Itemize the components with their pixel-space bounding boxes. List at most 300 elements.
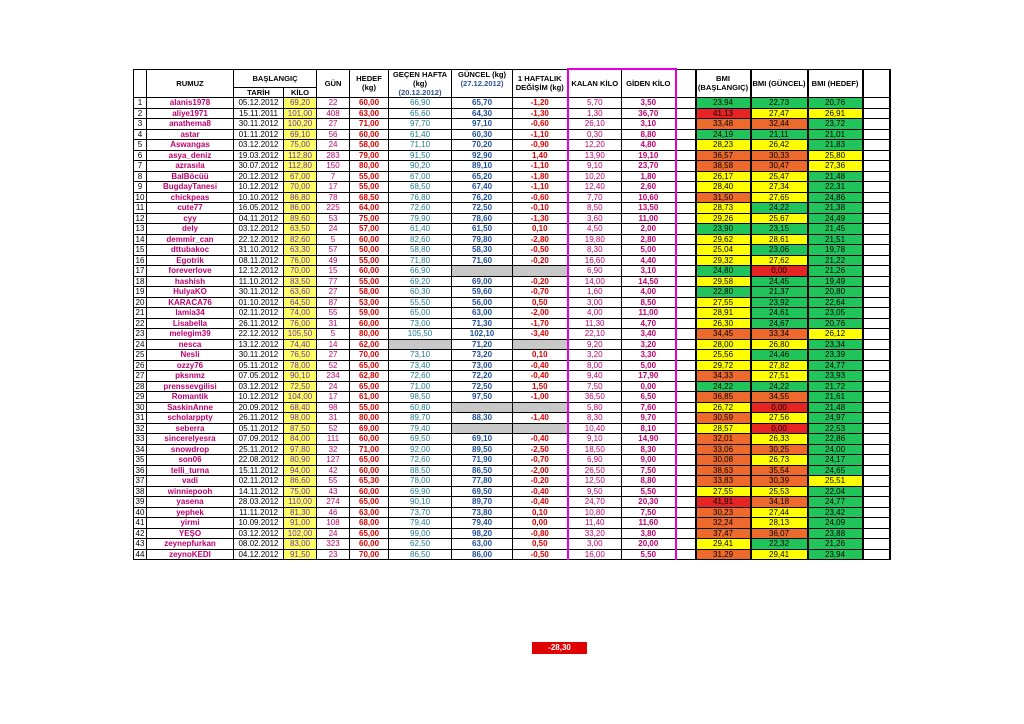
- table-row: [134, 266, 890, 277]
- row-number: 20: [134, 297, 147, 308]
- giden-cell: 3,40: [622, 329, 676, 340]
- end-cell: [863, 213, 890, 224]
- kalan-cell: 9,10: [568, 434, 622, 445]
- hedef-cell: 55,00: [350, 255, 389, 266]
- spacer-cell: [676, 528, 696, 539]
- gecen-cell: 99,00: [389, 528, 452, 539]
- kalan-cell: 0,30: [568, 129, 622, 140]
- gecen-cell: 67,00: [389, 171, 452, 182]
- giden-cell: 7,50: [622, 465, 676, 476]
- end-cell: [863, 129, 890, 140]
- degisim-cell: -0,40: [513, 360, 568, 371]
- header-gecen-hafta: [389, 69, 452, 98]
- guncel-cell: [452, 266, 513, 277]
- rumuz-cell: cyy: [147, 213, 234, 224]
- bmi-baslangic-cell: 32,24: [696, 518, 751, 529]
- header-bmi-hedef: BMI (HEDEF): [808, 69, 863, 98]
- row-number: 38: [134, 486, 147, 497]
- bmi-baslangic-cell: 33,06: [696, 444, 751, 455]
- table-row: [134, 371, 890, 382]
- bmi-guncel-cell: 24,45: [751, 276, 808, 287]
- bmi-baslangic-cell: 26,30: [696, 318, 751, 329]
- bmi-baslangic-cell: 29,32: [696, 255, 751, 266]
- spacer-cell: [676, 192, 696, 203]
- kilo-cell: 84,00: [284, 434, 317, 445]
- kilo-cell: 91,50: [284, 549, 317, 560]
- bmi-baslangic-cell: 34,33: [696, 371, 751, 382]
- spacer-cell: [676, 486, 696, 497]
- end-cell: [863, 539, 890, 550]
- header-gecen-date: (20.12.2012): [398, 87, 442, 97]
- giden-cell: 4,80: [622, 140, 676, 151]
- gun-cell: 49: [317, 255, 350, 266]
- end-cell: [863, 339, 890, 350]
- giden-cell: 8,80: [622, 476, 676, 487]
- header-tarih: TARİH: [234, 87, 284, 98]
- row-number: 2: [134, 108, 147, 119]
- bmi-baslangic-cell: 32,01: [696, 434, 751, 445]
- table-row: [134, 497, 890, 508]
- hedef-cell: 65,00: [350, 360, 389, 371]
- tarih-cell: 03.12.2012: [234, 140, 284, 151]
- bmi-guncel-cell: 35,54: [751, 465, 808, 476]
- tarih-cell: 20.12.2012: [234, 171, 284, 182]
- end-cell: [863, 465, 890, 476]
- row-number: 33: [134, 434, 147, 445]
- kalan-cell: 8,30: [568, 245, 622, 256]
- row-number: 18: [134, 276, 147, 287]
- gecen-cell: 71,10: [389, 140, 452, 151]
- rumuz-cell: BalBöcüü: [147, 171, 234, 182]
- gecen-cell: 71,80: [389, 255, 452, 266]
- header-spacer: [676, 69, 696, 98]
- row-number: 29: [134, 392, 147, 403]
- end-cell: [863, 518, 890, 529]
- kilo-cell: 87,50: [284, 423, 317, 434]
- degisim-cell: -0,50: [513, 549, 568, 560]
- header-bmi-baslangic: BMI (BAŞLANGIÇ): [696, 69, 751, 98]
- bmi-hedef-cell: 21,48: [808, 402, 863, 413]
- guncel-cell: 89,10: [452, 161, 513, 172]
- rumuz-cell: Lisabella: [147, 318, 234, 329]
- header-guncel-label: GÜNCEL (kg): [458, 69, 506, 79]
- kilo-cell: 105,50: [284, 329, 317, 340]
- bmi-guncel-cell: 26,80: [751, 339, 808, 350]
- rumuz-cell: scholarppty: [147, 413, 234, 424]
- bmi-guncel-cell: 26,42: [751, 140, 808, 151]
- bmi-baslangic-cell: 25,56: [696, 350, 751, 361]
- gecen-cell: 79,40: [389, 423, 452, 434]
- bmi-guncel-cell: 23,92: [751, 297, 808, 308]
- hedef-cell: 69,00: [350, 423, 389, 434]
- hedef-cell: 70,00: [350, 549, 389, 560]
- bmi-hedef-cell: 21,61: [808, 392, 863, 403]
- bmi-hedef-cell: 25,80: [808, 150, 863, 161]
- header-guncel-date: (27.12.2012): [460, 78, 504, 88]
- header-guncel: [452, 69, 513, 98]
- bmi-guncel-cell: 0,00: [751, 402, 808, 413]
- row-number: 8: [134, 171, 147, 182]
- tarih-cell: 01.10.2012: [234, 297, 284, 308]
- bmi-guncel-cell: 0,00: [751, 266, 808, 277]
- guncel-cell: 65,70: [452, 98, 513, 109]
- end-cell: [863, 392, 890, 403]
- guncel-cell: 89,70: [452, 497, 513, 508]
- rumuz-cell: BugdayTanesi: [147, 182, 234, 193]
- table-row: [134, 518, 890, 529]
- table-row: [134, 245, 890, 256]
- spacer-cell: [676, 413, 696, 424]
- table-row: [134, 140, 890, 151]
- gun-cell: 31: [317, 318, 350, 329]
- tarih-cell: 16.05.2012: [234, 203, 284, 214]
- hedef-cell: 60,00: [350, 434, 389, 445]
- rumuz-cell: dttubakoc: [147, 245, 234, 256]
- rumuz-cell: yephek: [147, 507, 234, 518]
- degisim-cell: -1,40: [513, 413, 568, 424]
- spacer-cell: [676, 423, 696, 434]
- tarih-cell: 15.11.2012: [234, 465, 284, 476]
- bmi-hedef-cell: 22,64: [808, 297, 863, 308]
- bmi-baslangic-cell: 28,00: [696, 339, 751, 350]
- giden-cell: 20,30: [622, 497, 676, 508]
- gecen-cell: 73,70: [389, 507, 452, 518]
- tarih-cell: 30.11.2012: [234, 119, 284, 130]
- spacer-cell: [676, 308, 696, 319]
- bmi-baslangic-cell: 37,47: [696, 528, 751, 539]
- gun-cell: 55: [317, 308, 350, 319]
- bmi-guncel-cell: 23,15: [751, 224, 808, 235]
- kalan-cell: 8,00: [568, 360, 622, 371]
- hedef-cell: 65,00: [350, 528, 389, 539]
- end-cell: [863, 203, 890, 214]
- kilo-cell: 76,50: [284, 350, 317, 361]
- spacer-cell: [676, 465, 696, 476]
- bmi-hedef-cell: 24,86: [808, 192, 863, 203]
- kalan-cell: 14,00: [568, 276, 622, 287]
- end-cell: [863, 140, 890, 151]
- guncel-cell: 64,30: [452, 108, 513, 119]
- gecen-cell: 82,60: [389, 234, 452, 245]
- guncel-cell: 69,50: [452, 486, 513, 497]
- end-cell: [863, 549, 890, 560]
- gun-cell: 27: [317, 119, 350, 130]
- header-bmi-guncel: BMI (GÜNCEL): [751, 69, 808, 98]
- degisim-cell: -0,20: [513, 476, 568, 487]
- table-row: [134, 339, 890, 350]
- rumuz-cell: YEŞO: [147, 528, 234, 539]
- row-number: 40: [134, 507, 147, 518]
- hedef-cell: 80,00: [350, 413, 389, 424]
- end-cell: [863, 528, 890, 539]
- rumuz-cell: SaskinAnne: [147, 402, 234, 413]
- gun-cell: 42: [317, 465, 350, 476]
- table-row: [134, 108, 890, 119]
- bmi-hedef-cell: 21,38: [808, 203, 863, 214]
- guncel-cell: 89,50: [452, 444, 513, 455]
- table-row: [134, 308, 890, 319]
- bmi-baslangic-cell: 26,72: [696, 402, 751, 413]
- bmi-guncel-cell: 22,73: [751, 98, 808, 109]
- gun-cell: 108: [317, 518, 350, 529]
- row-number: 37: [134, 476, 147, 487]
- tarih-cell: 25.11.2012: [234, 444, 284, 455]
- kilo-cell: 64,50: [284, 297, 317, 308]
- bmi-guncel-cell: 24,67: [751, 318, 808, 329]
- guncel-cell: 61,50: [452, 224, 513, 235]
- kalan-cell: 5,70: [568, 98, 622, 109]
- row-number: 4: [134, 129, 147, 140]
- spacer-cell: [676, 392, 696, 403]
- row-number: 36: [134, 465, 147, 476]
- table-row: [134, 318, 890, 329]
- gun-cell: 17: [317, 392, 350, 403]
- kalan-cell: 10,40: [568, 423, 622, 434]
- guncel-cell: 73,80: [452, 507, 513, 518]
- table-row: [134, 455, 890, 466]
- end-cell: [863, 245, 890, 256]
- guncel-cell: 73,00: [452, 360, 513, 371]
- giden-cell: 5,50: [622, 549, 676, 560]
- spacer-cell: [676, 444, 696, 455]
- kalan-cell: 12,20: [568, 140, 622, 151]
- kilo-cell: 78,00: [284, 360, 317, 371]
- header-kilo: KİLO: [284, 87, 317, 98]
- gecen-cell: 69,50: [389, 434, 452, 445]
- row-number: 1: [134, 98, 147, 109]
- bmi-hedef-cell: 22,53: [808, 423, 863, 434]
- spacer-cell: [676, 266, 696, 277]
- rumuz-cell: Nesli: [147, 350, 234, 361]
- gun-cell: 22: [317, 98, 350, 109]
- end-cell: [863, 360, 890, 371]
- kilo-cell: 70,00: [284, 182, 317, 193]
- bmi-baslangic-cell: 36,57: [696, 150, 751, 161]
- bmi-baslangic-cell: 28,23: [696, 140, 751, 151]
- spacer-cell: [676, 329, 696, 340]
- end-cell: [863, 381, 890, 392]
- rumuz-cell: cute77: [147, 203, 234, 214]
- kilo-cell: 91,00: [284, 518, 317, 529]
- end-cell: [863, 287, 890, 298]
- gecen-cell: 79,90: [389, 213, 452, 224]
- kalan-cell: 11,30: [568, 318, 622, 329]
- row-number: 19: [134, 287, 147, 298]
- gecen-cell: 65,00: [389, 308, 452, 319]
- hedef-cell: 58,00: [350, 287, 389, 298]
- kalan-cell: 3,20: [568, 350, 622, 361]
- table-row: [134, 161, 890, 172]
- hedef-cell: 60,00: [350, 234, 389, 245]
- kalan-cell: 9,10: [568, 161, 622, 172]
- giden-cell: 9,00: [622, 455, 676, 466]
- giden-cell: 11,00: [622, 213, 676, 224]
- guncel-cell: 77,80: [452, 476, 513, 487]
- hedef-cell: 62,80: [350, 371, 389, 382]
- tarih-cell: 03.12.2012: [234, 381, 284, 392]
- spacer-cell: [676, 129, 696, 140]
- tarih-cell: 10.09.2012: [234, 518, 284, 529]
- gecen-cell: 86,50: [389, 549, 452, 560]
- rumuz-cell: son06: [147, 455, 234, 466]
- kilo-cell: 69,20: [284, 98, 317, 109]
- kalan-cell: 9,50: [568, 486, 622, 497]
- bmi-guncel-cell: 28,13: [751, 518, 808, 529]
- rumuz-cell: yasena: [147, 497, 234, 508]
- gecen-cell: 65,60: [389, 108, 452, 119]
- row-number: 42: [134, 528, 147, 539]
- header-rumuz: RUMUZ: [147, 69, 234, 98]
- row-number: 13: [134, 224, 147, 235]
- tarih-cell: 04.12.2012: [234, 549, 284, 560]
- end-cell: [863, 266, 890, 277]
- tarih-cell: 03.12.2012: [234, 528, 284, 539]
- end-cell: [863, 308, 890, 319]
- hedef-cell: 71,00: [350, 119, 389, 130]
- gun-cell: 52: [317, 423, 350, 434]
- tarih-cell: 19.03.2012: [234, 150, 284, 161]
- kalan-cell: 6,90: [568, 266, 622, 277]
- gecen-cell: [389, 339, 452, 350]
- bmi-guncel-cell: 27,47: [751, 108, 808, 119]
- kilo-cell: 76,00: [284, 255, 317, 266]
- degisim-cell: -2,50: [513, 444, 568, 455]
- guncel-cell: 56,00: [452, 297, 513, 308]
- guncel-cell: 97,10: [452, 119, 513, 130]
- hedef-cell: 80,00: [350, 161, 389, 172]
- kalan-cell: 12,50: [568, 476, 622, 487]
- hedef-cell: 60,00: [350, 318, 389, 329]
- end-cell: [863, 507, 890, 518]
- tarih-cell: 30.07.2012: [234, 161, 284, 172]
- gun-cell: 15: [317, 266, 350, 277]
- bmi-baslangic-cell: 29,72: [696, 360, 751, 371]
- kalan-cell: 8,50: [568, 203, 622, 214]
- header-gun: GÜN: [317, 69, 350, 98]
- bmi-guncel-cell: 26,73: [751, 455, 808, 466]
- rumuz-cell: Romantik: [147, 392, 234, 403]
- rumuz-cell: Aswangas: [147, 140, 234, 151]
- rumuz-cell: snowdrop: [147, 444, 234, 455]
- bmi-hedef-cell: 26,91: [808, 108, 863, 119]
- spacer-cell: [676, 381, 696, 392]
- row-number: 23: [134, 329, 147, 340]
- bmi-hedef-cell: 24,77: [808, 360, 863, 371]
- tarih-cell: 30.11.2012: [234, 287, 284, 298]
- row-number: 41: [134, 518, 147, 529]
- bmi-guncel-cell: 24,46: [751, 350, 808, 361]
- kilo-cell: 82,60: [284, 234, 317, 245]
- spacer-cell: [676, 276, 696, 287]
- bmi-hedef-cell: 21,22: [808, 255, 863, 266]
- guncel-cell: 72,20: [452, 371, 513, 382]
- tarih-cell: 10.12.2012: [234, 392, 284, 403]
- bmi-baslangic-cell: 29,58: [696, 276, 751, 287]
- giden-cell: 5,00: [622, 360, 676, 371]
- table-row: [134, 423, 890, 434]
- row-number: 17: [134, 266, 147, 277]
- spacer-cell: [676, 287, 696, 298]
- kalan-cell: 9,20: [568, 339, 622, 350]
- degisim-cell: -0,40: [513, 434, 568, 445]
- degisim-cell: -0,40: [513, 486, 568, 497]
- bmi-guncel-cell: 29,41: [751, 549, 808, 560]
- kalan-cell: 4,50: [568, 224, 622, 235]
- giden-cell: 8,80: [622, 129, 676, 140]
- row-number: 21: [134, 308, 147, 319]
- rumuz-cell: melegim39: [147, 329, 234, 340]
- bmi-guncel-cell: 21,11: [751, 129, 808, 140]
- giden-cell: 0,00: [622, 381, 676, 392]
- spacer-cell: [676, 476, 696, 487]
- row-number: 34: [134, 444, 147, 455]
- end-cell: [863, 455, 890, 466]
- guncel-cell: [452, 423, 513, 434]
- bmi-guncel-cell: 27,56: [751, 413, 808, 424]
- degisim-cell: -1,20: [513, 98, 568, 109]
- kalan-cell: 11,40: [568, 518, 622, 529]
- table-row: [134, 171, 890, 182]
- bmi-hedef-cell: 22,86: [808, 434, 863, 445]
- hedef-cell: 61,00: [350, 392, 389, 403]
- bmi-hedef-cell: 24,97: [808, 413, 863, 424]
- rumuz-cell: pksnmz: [147, 371, 234, 382]
- hedef-cell: 65,00: [350, 381, 389, 392]
- giden-cell: 9,70: [622, 413, 676, 424]
- giden-cell: 8,30: [622, 444, 676, 455]
- kilo-cell: 75,00: [284, 486, 317, 497]
- gecen-cell: 62,50: [389, 539, 452, 550]
- bmi-hedef-cell: 23,34: [808, 339, 863, 350]
- row-number: 26: [134, 360, 147, 371]
- degisim-cell: 1,40: [513, 150, 568, 161]
- row-number: 39: [134, 497, 147, 508]
- gecen-cell: 66,90: [389, 98, 452, 109]
- gecen-cell: 73,40: [389, 360, 452, 371]
- giden-cell: 14,50: [622, 276, 676, 287]
- header-degisim: 1 HAFTALIK DEĞİŞİM (kg): [513, 69, 568, 98]
- giden-cell: 5,00: [622, 245, 676, 256]
- giden-cell: 1,80: [622, 171, 676, 182]
- gecen-cell: 72,60: [389, 203, 452, 214]
- spacer-cell: [676, 297, 696, 308]
- giden-cell: 8,10: [622, 423, 676, 434]
- kilo-cell: 86,80: [284, 192, 317, 203]
- bmi-guncel-cell: 24,22: [751, 381, 808, 392]
- bmi-baslangic-cell: 27,55: [696, 486, 751, 497]
- row-number: 11: [134, 203, 147, 214]
- hedef-cell: 75,00: [350, 213, 389, 224]
- kilo-cell: 104,00: [284, 392, 317, 403]
- gun-cell: 77: [317, 276, 350, 287]
- degisim-cell: [513, 266, 568, 277]
- tarih-cell: 26.11.2012: [234, 318, 284, 329]
- bmi-baslangic-cell: 23,94: [696, 98, 751, 109]
- guncel-cell: 86,50: [452, 465, 513, 476]
- row-number: 14: [134, 234, 147, 245]
- kilo-cell: 89,60: [284, 213, 317, 224]
- bmi-hedef-cell: 20,76: [808, 318, 863, 329]
- gecen-cell: 90,10: [389, 497, 452, 508]
- degisim-cell: -3,40: [513, 329, 568, 340]
- row-number: 7: [134, 161, 147, 172]
- gecen-cell: 68,50: [389, 182, 452, 193]
- degisim-cell: 0,10: [513, 507, 568, 518]
- tarih-cell: 04.11.2012: [234, 213, 284, 224]
- bmi-hedef-cell: 21,26: [808, 266, 863, 277]
- bmi-baslangic-cell: 28,73: [696, 203, 751, 214]
- gun-cell: 24: [317, 224, 350, 235]
